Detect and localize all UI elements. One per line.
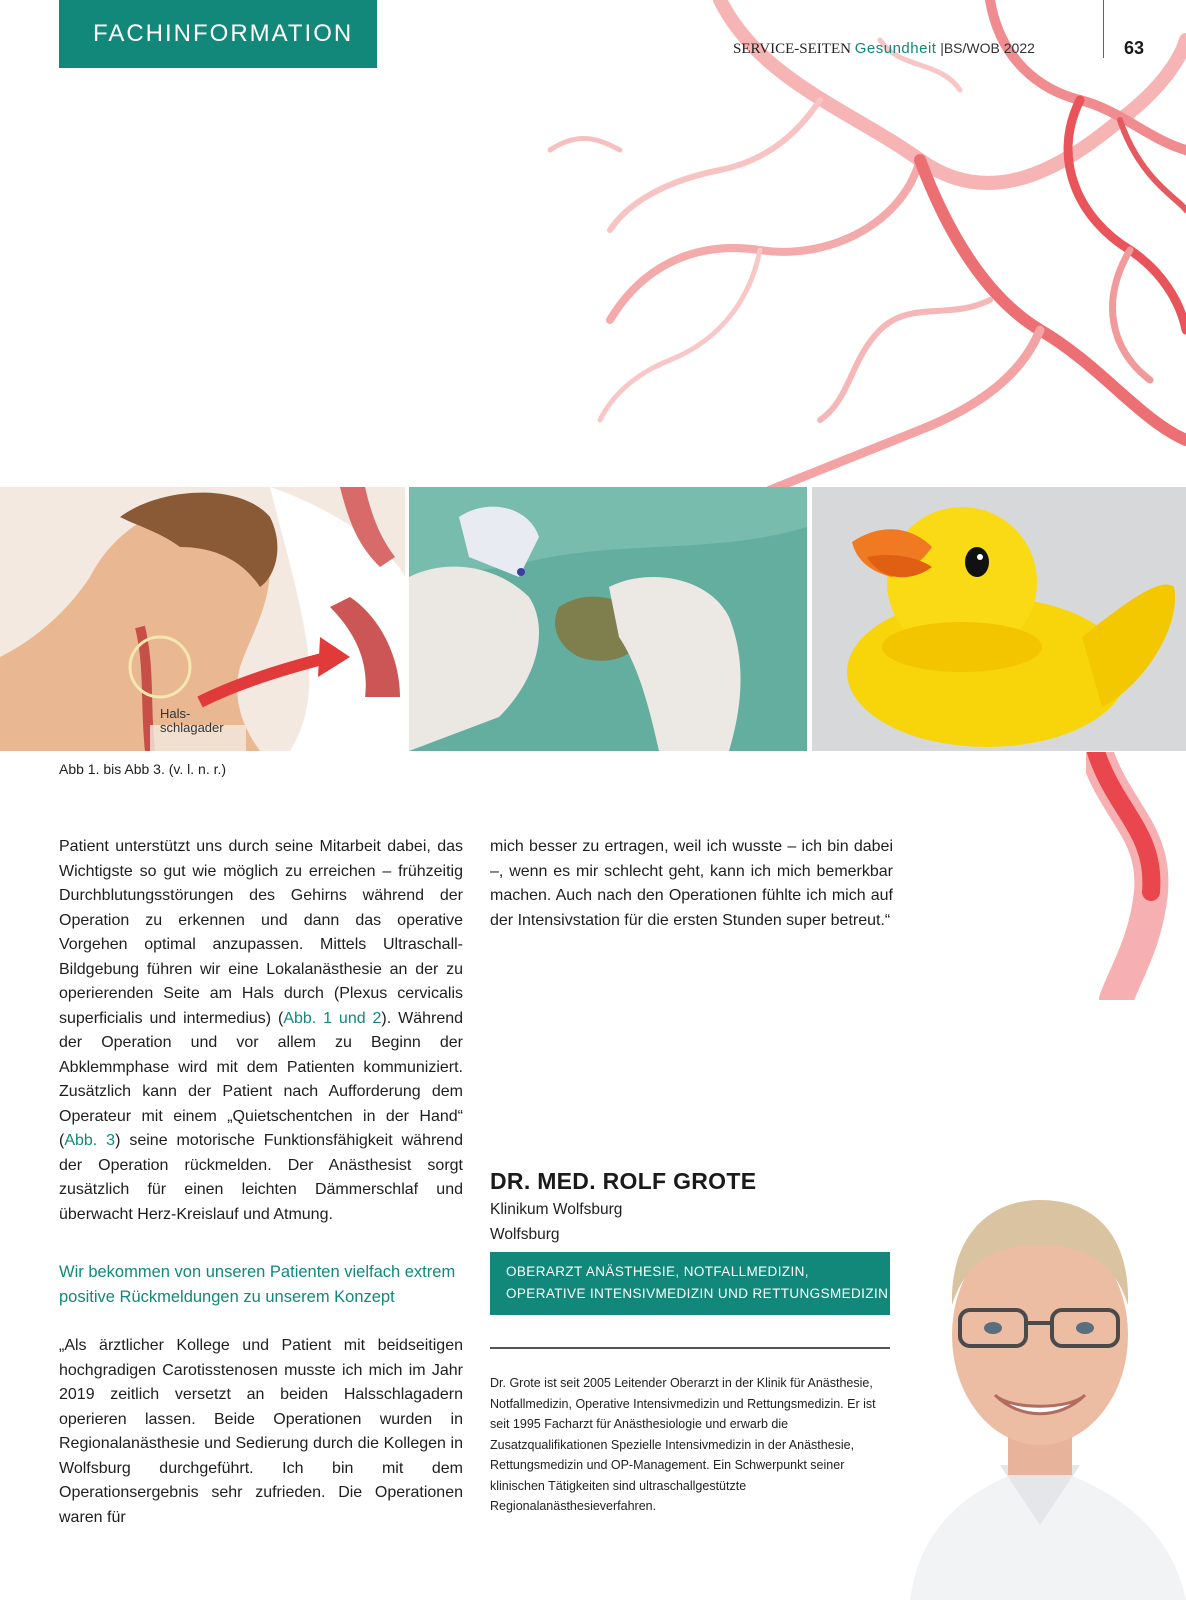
body-column-2 [490, 835, 893, 933]
figure-2-ultrasound-photo [409, 487, 807, 751]
figure-caption: Abb 1. bis Abb 3. (v. l. n. r.) [59, 761, 227, 777]
author-city: Wolfsburg [490, 1226, 560, 1243]
figure-reference-3[interactable]: Abb. 3 [64, 1132, 116, 1149]
subheading: Wir bekommen von unseren Patienten vielfach extrem positive Rückmeldungen zu unserem Konzept [59, 1263, 456, 1306]
role-line-2: OPERATIVE INTENSIVMEDIZIN UND RETTUNGSMEDIZIN [506, 1286, 889, 1301]
body-text: ) seine motorische Funktionsfähigkeit während der Operation rückmelden. Der Anästhesist sorgt zusätzlich für einen leichten Dämmerschlaf und überwacht Herz-Kreislauf und Atmung. [59, 1132, 463, 1223]
author-portrait [890, 1165, 1186, 1600]
figure-1-neck-illustration [0, 487, 405, 751]
body-text: ). Während der Operation und vor allem zu Beginn der Abklemmphase wird mit dem Patienten kommuniziert. Zusätzlich kann der Patient nach Aufforderung dem Operateur mit einem „Quietschentchen in der Hand“ ( [59, 1009, 464, 1149]
author-org: Klinikum Wolfsburg [490, 1201, 623, 1218]
separator: | [940, 40, 944, 56]
role-line-1: OBERARZT ANÄSTHESIE, NOTFALLMEDIZIN, [506, 1264, 809, 1279]
page-number: 63 [1124, 38, 1145, 58]
body-text: Patient unterstützt uns durch seine Mitarbeit dabei, das Wichtigste so gut wie möglich zu erreichen – frühzeitig Durchblutungsstörungen des Gehirns während der Operation zu erkennen und dann das operative Vorgehen optimal anzupassen. Mittels Ultraschall-Bildgebung führen wir eine Lokalanästhesie an der zu operierenden Seite am Hals durch (Plexus cervicalis superficialis und intermedius) ( [59, 838, 463, 1027]
edition-label: BS/WOB 2022 [943, 40, 1035, 56]
topic-label: Gesundheit [854, 40, 937, 57]
quote-text: „Als ärztlicher Kollege und Patient mit beidseitigen hochgradigen Carotisstenosen musste ich mich im Jahr 2019 zeitlich versetzt an beiden Halsschlagadern operieren lassen. Beide Operationen wurden in Regionalanästhesie und Sedierung durch die Kollegen in Wolfsburg durchgeführt. Ich bin mit dem Operationsergebnis sehr zufrieden. Die Operationen waren für [59, 1337, 463, 1526]
divider-line [490, 1347, 918, 1349]
blood-vessel-side-illustration [1086, 752, 1186, 1000]
blood-vessel-illustration [520, 0, 1186, 490]
figure-3-rubber-duck-photo [812, 487, 1186, 751]
author-role-box [490, 1252, 922, 1315]
running-header [733, 40, 1035, 58]
figure-1-label: Hals-schlagader [160, 706, 224, 735]
body-column-1 [59, 835, 463, 1227]
header-divider [1103, 0, 1104, 58]
quote-continuation: mich besser zu ertragen, weil ich wusste – ich bin dabei –, wenn es mir schlecht geht, kann ich mich bemerkbar machen. Auch nach den Operationen fühlte ich mich auf der Intensivstation für die ersten Stunden super betreut.“ [490, 838, 893, 929]
section-tab: FACHINFORMATION [59, 0, 377, 68]
author-affiliation [490, 1197, 622, 1247]
author-name: DR. MED. ROLF GROTE [490, 1168, 757, 1194]
figure-reference-1-2[interactable]: Abb. 1 und 2 [283, 1009, 382, 1027]
author-bio: Dr. Grote ist seit 2005 Leitender Oberarzt in der Klinik für Anästhesie, Notfallmedizin, Operative Intensivmedizin und Rettungsmedizin. Er ist seit 1995 Facharzt für Anästhesiologie und erwarb die Zusatzqualifikationen Spezielle Intensivmedizin in der Anästhesie, Rettungsmedizin und OP-Management. Ein Schwerpunkt seiner klinischen Tätigkeiten sind ultraschallgestützte Regionalanästhesieverfahren. [490, 1376, 876, 1513]
series-label: SERVICE-SEITEN [733, 41, 851, 57]
patient-quote [59, 1334, 463, 1530]
body-paragraph-1 [59, 835, 463, 1227]
